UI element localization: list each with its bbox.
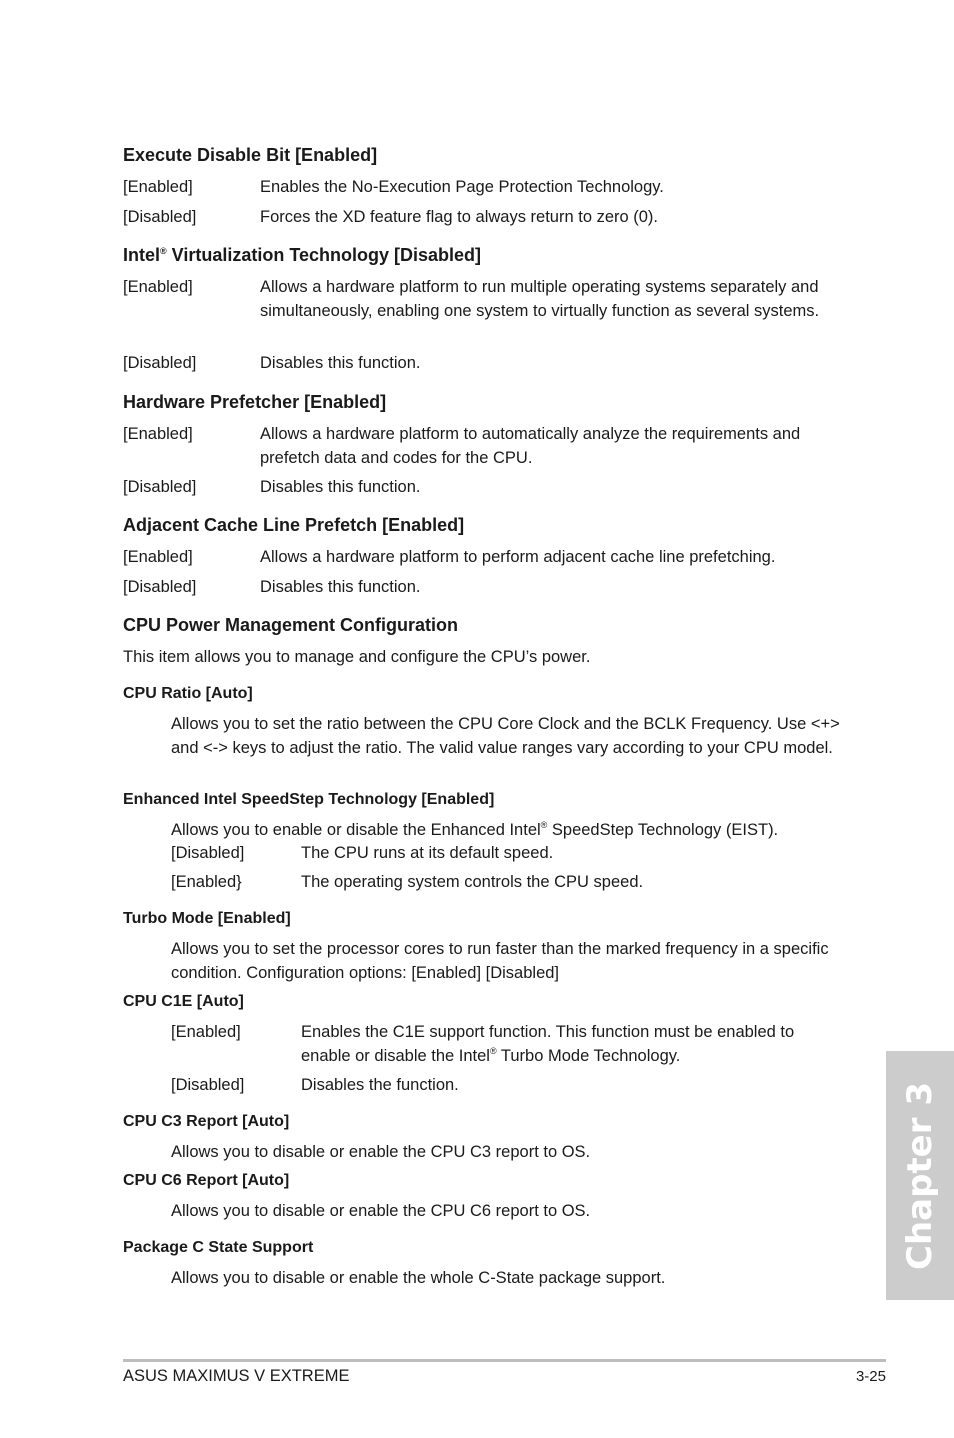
- option-disabled: [Disabled]: [123, 354, 197, 372]
- heading-text: Intel: [123, 245, 161, 265]
- registered-mark: ®: [160, 246, 167, 256]
- section-intro: This item allows you to manage and configure the CPU’s power.: [123, 648, 591, 666]
- option-description: Disables this function.: [260, 578, 421, 596]
- option-description: Disables the function.: [301, 1076, 459, 1094]
- heading-cpu-power-management: CPU Power Management Configuration: [123, 615, 459, 635]
- page-number: 3-25: [855, 1368, 886, 1385]
- description-text: Allows you to enable or disable the Enhanced Intel: [171, 821, 541, 839]
- option-disabled: [Disabled]: [123, 208, 197, 226]
- option-enabled: [Enabled]: [123, 425, 193, 443]
- option-enabled: [Enabled}: [171, 873, 242, 891]
- heading-execute-disable-bit: Execute Disable Bit [Enabled]: [123, 145, 378, 165]
- option-enabled: [Enabled]: [123, 178, 193, 196]
- heading-eist: Enhanced Intel SpeedStep Technology [Enabled]: [123, 791, 495, 808]
- item-description: Allows you to set the processor cores to run faster than the marked frequency in a specific condition. Configuration options: [Enabled] [Disabled]: [171, 940, 829, 982]
- registered-mark: ®: [540, 820, 548, 830]
- item-description: Allows you to disable or enable the CPU C3 report to OS.: [171, 1143, 591, 1161]
- heading-cpu-c3-report: CPU C3 Report [Auto]: [123, 1113, 290, 1130]
- option-description: Forces the XD feature flag to always return to zero (0).: [260, 208, 659, 226]
- option-description: The operating system controls the CPU speed.: [301, 873, 644, 891]
- heading-turbo-mode: Turbo Mode [Enabled]: [123, 910, 291, 927]
- heading-package-c-state: Package C State Support: [123, 1239, 314, 1256]
- heading-hardware-prefetcher: Hardware Prefetcher [Enabled]: [123, 392, 387, 412]
- heading-cpu-c1e: CPU C1E [Auto]: [123, 993, 244, 1010]
- heading-virtualization-technology: [123, 245, 481, 266]
- option-enabled: [Enabled]: [123, 548, 193, 566]
- option-disabled: [Disabled]: [171, 844, 245, 862]
- option-description: Allows a hardware platform to run multiple operating systems separately and simultaneously, enabling one system to virtually function as several systems.: [260, 278, 820, 320]
- option-enabled: [Enabled]: [171, 1023, 241, 1041]
- description-text: SpeedStep Technology (EIST).: [547, 821, 779, 839]
- item-description: Allows you to disable or enable the CPU C6 report to OS.: [171, 1202, 591, 1220]
- option-description: Allows a hardware platform to perform adjacent cache line prefetching.: [260, 548, 776, 566]
- footer-divider: [123, 1359, 886, 1362]
- heading-cpu-ratio: CPU Ratio [Auto]: [123, 685, 253, 702]
- chapter-tab: [886, 1051, 954, 1300]
- chapter-label: Chapter 3: [900, 1081, 940, 1270]
- option-description: [301, 1021, 841, 1068]
- option-disabled: [Disabled]: [123, 578, 197, 596]
- heading-text: Virtualization Technology [Disabled]: [166, 245, 482, 265]
- option-description: Allows a hardware platform to automatically analyze the requirements and prefetch data and codes for the CPU.: [260, 425, 801, 467]
- option-description: Enables the No-Execution Page Protection Technology.: [260, 178, 664, 196]
- item-description: [171, 819, 846, 843]
- option-description: Disables this function.: [260, 478, 421, 496]
- description-text: Enables the C1E support function. This function must be enabled to enable or disable the Intel: [301, 1023, 795, 1065]
- description-text: Turbo Mode Technology.: [496, 1046, 681, 1065]
- heading-adjacent-cache-line-prefetch: Adjacent Cache Line Prefetch [Enabled]: [123, 515, 465, 535]
- option-description: The CPU runs at its default speed.: [301, 844, 554, 862]
- heading-cpu-c6-report: CPU C6 Report [Auto]: [123, 1172, 290, 1189]
- option-disabled: [Disabled]: [171, 1076, 245, 1094]
- option-description: Disables this function.: [260, 354, 421, 372]
- option-disabled: [Disabled]: [123, 478, 197, 496]
- option-enabled: [Enabled]: [123, 278, 193, 296]
- item-description: Allows you to set the ratio between the CPU Core Clock and the BCLK Frequency. Use <+> and <-> keys to adjust the ratio. The valid value ranges vary according to your CPU model.: [171, 715, 840, 757]
- item-description: Allows you to disable or enable the whole C-State package support.: [171, 1269, 666, 1287]
- footer-product-name: ASUS MAXIMUS V EXTREME: [123, 1367, 350, 1385]
- registered-mark: ®: [489, 1045, 497, 1056]
